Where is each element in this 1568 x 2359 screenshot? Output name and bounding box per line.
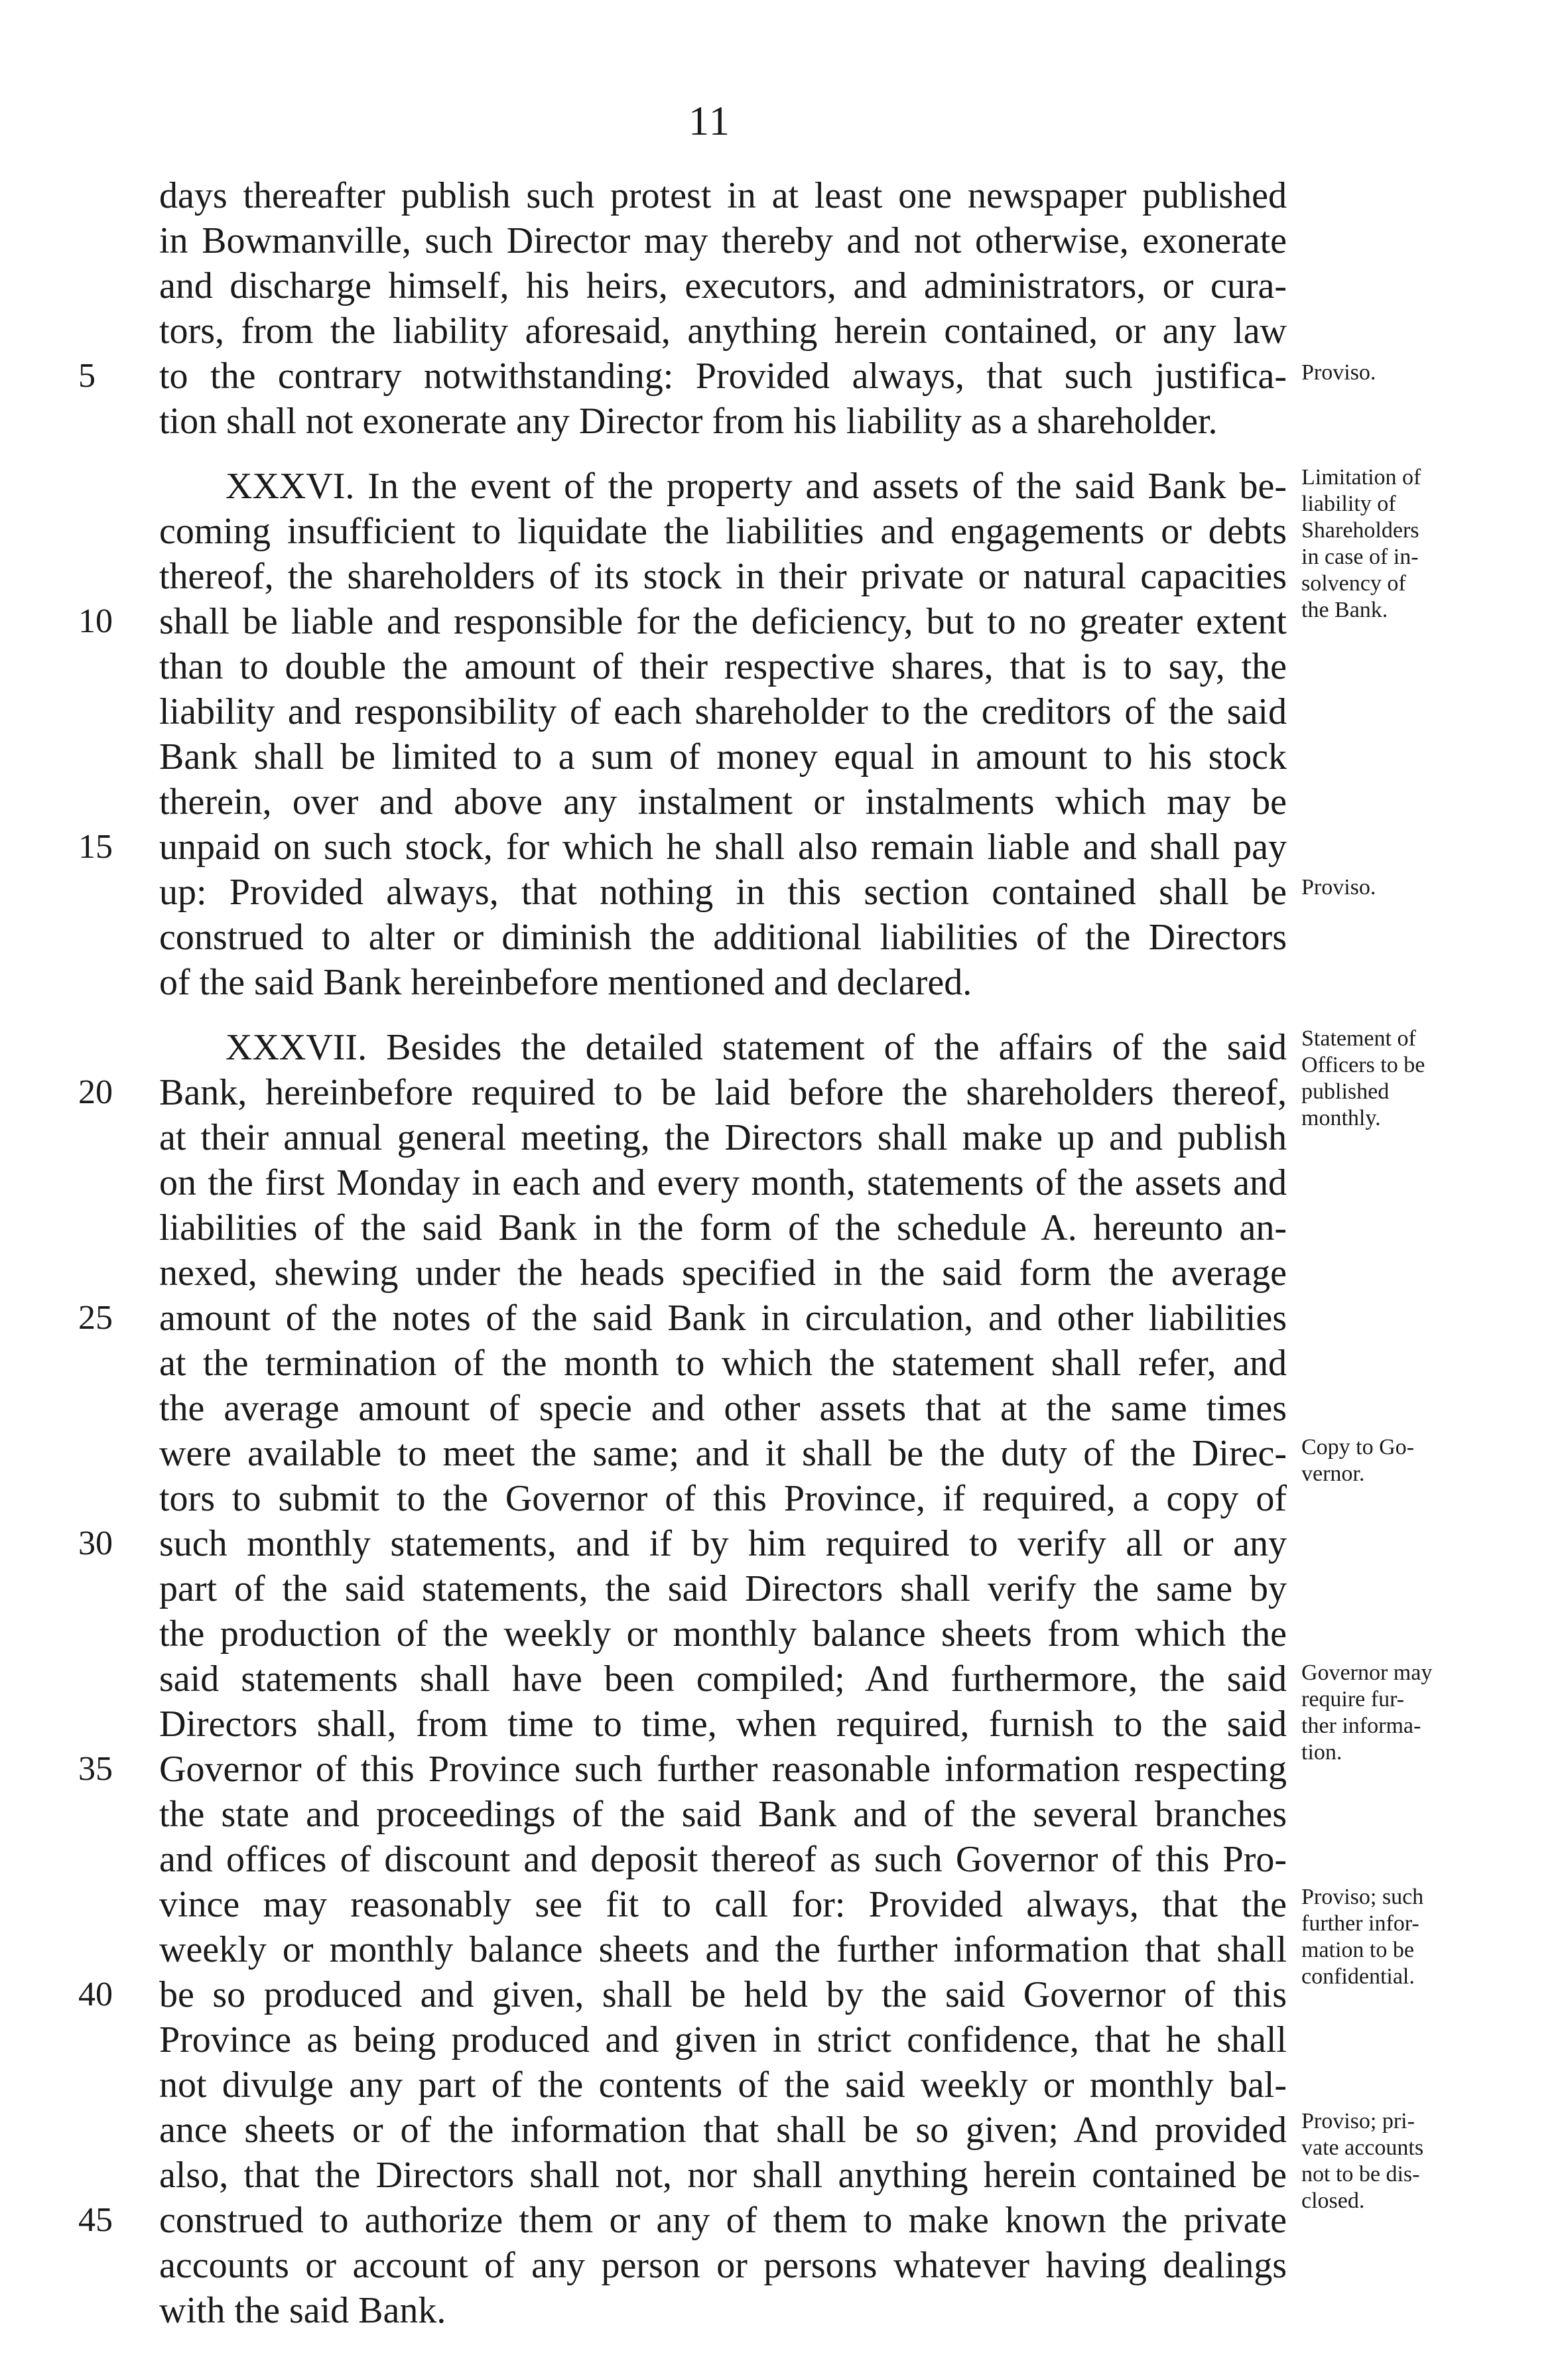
- text-line: therein, over and above any instalment or instalments which may be: [159, 781, 1287, 823]
- margin-note-line: Shareholders: [1301, 518, 1419, 543]
- text-line: tion shall not exonerate any Director from his liability as a shareholder.: [159, 401, 1218, 442]
- line-number: 15: [78, 828, 113, 866]
- line-number: 10: [78, 602, 113, 640]
- margin-note-line: confidential.: [1301, 1964, 1415, 1989]
- text-line: unpaid on such stock, for which he shall also remain liable and shall pay: [159, 827, 1287, 868]
- text-line: said statements shall have been compiled; And furthermore, the said: [159, 1658, 1287, 1700]
- text-line: vince may reasonably see fit to call for: Provided always, that the: [159, 1884, 1287, 1925]
- text-line: Bank shall be limited to a sum of money equal in amount to his stock: [159, 736, 1287, 777]
- text-line: thereof, the shareholders of its stock in their private or natural capacities: [159, 556, 1287, 597]
- text-line: shall be liable and responsible for the deficiency, but to no greater extent: [159, 601, 1287, 642]
- margin-note-line: Proviso.: [1301, 875, 1376, 900]
- text-line: amount of the notes of the said Bank in circulation, and other liabilities: [159, 1298, 1287, 1339]
- page-number: 11: [688, 99, 731, 144]
- text-line: and offices of discount and deposit thereof as such Governor of this Pro-: [159, 1839, 1287, 1880]
- line-number: 20: [78, 1073, 113, 1111]
- text-line: up: Provided always, that nothing in this section contained shall be: [159, 872, 1287, 913]
- text-line: at their annual general meeting, the Directors shall make up and publish: [159, 1117, 1287, 1158]
- text-line: ance sheets or of the information that shall be so given; And provided: [159, 2110, 1287, 2151]
- margin-note-line: Proviso.: [1301, 360, 1376, 385]
- text-line: construed to authorize them or any of them to make known the private: [159, 2200, 1287, 2241]
- text-line: at the termination of the month to which the statement shall refer, and: [159, 1343, 1287, 1384]
- text-line: were available to meet the same; and it shall be the duty of the Direc-: [159, 1433, 1287, 1474]
- margin-note-line: solvency of: [1301, 571, 1406, 596]
- text-line: liabilities of the said Bank in the form of the schedule A. hereunto an-: [159, 1207, 1287, 1248]
- text-line: liability and responsibility of each shareholder to the creditors of the said: [159, 691, 1287, 732]
- text-line: than to double the amount of their respective shares, that is to say, the: [159, 646, 1287, 687]
- margin-note-line: in case of in-: [1301, 545, 1419, 569]
- text-line: in Bowmanville, such Director may thereby and not otherwise, exonerate: [159, 220, 1287, 261]
- text-line: with the said Bank.: [159, 2290, 446, 2331]
- text-line: and discharge himself, his heirs, executors, and administrators, or cura-: [159, 265, 1287, 306]
- text-line: such monthly statements, and if by him required to verify all or any: [159, 1523, 1287, 1564]
- margin-note-line: not to be dis-: [1301, 2162, 1420, 2187]
- margin-note-line: Copy to Go-: [1301, 1435, 1414, 1459]
- text-line: tors to submit to the Governor of this Province, if required, a copy of: [159, 1478, 1287, 1519]
- margin-note-line: published: [1301, 1079, 1390, 1104]
- margin-note-line: closed.: [1301, 2189, 1365, 2213]
- margin-note-line: ther informa-: [1301, 1714, 1421, 1738]
- margin-note-line: vernor.: [1301, 1461, 1365, 1486]
- margin-note-line: Limitation of: [1301, 465, 1421, 490]
- text-line: construed to alter or diminish the additional liabilities of the Directors: [159, 917, 1287, 958]
- text-line: on the first Monday in each and every month, statements of the assets and: [159, 1162, 1287, 1203]
- text-line: the state and proceedings of the said Bank and of the several branches: [159, 1794, 1287, 1835]
- margin-note: [1301, 1884, 1520, 1990]
- margin-note-line: Statement of: [1301, 1026, 1416, 1051]
- margin-note-line: require fur-: [1301, 1687, 1405, 1712]
- margin-note-line: Proviso; such: [1301, 1885, 1424, 1909]
- margin-note-line: further infor-: [1301, 1911, 1419, 1936]
- text-line: nexed, shewing under the heads specified in the said form the average: [159, 1252, 1287, 1294]
- text-line: XXXVII. Besides the detailed statement of the affairs of the said: [226, 1027, 1287, 1068]
- margin-note-line: mation to be: [1301, 1938, 1414, 1962]
- text-line: be so produced and given, shall be held by the said Governor of this: [159, 1974, 1287, 2015]
- text-line: accounts or account of any person or persons whatever having dealings: [159, 2245, 1287, 2286]
- line-number: 40: [78, 1976, 113, 2013]
- text-line: not divulge any part of the contents of the said weekly or monthly bal-: [159, 2064, 1287, 2106]
- text-line: the average amount of specie and other assets that at the same times: [159, 1388, 1287, 1429]
- text-line: of the said Bank hereinbefore mentioned and declared.: [159, 962, 972, 1003]
- text-line: Governor of this Province such further reasonable information respecting: [159, 1749, 1287, 1790]
- margin-note: [1301, 360, 1520, 386]
- text-line: part of the said statements, the said Directors shall verify the same by: [159, 1568, 1287, 1609]
- text-line: coming insufficient to liquidate the liabilities and engagements or debts: [159, 511, 1287, 552]
- margin-note-line: monthly.: [1301, 1106, 1381, 1130]
- text-line: Directors shall, from time to time, when required, furnish to the said: [159, 1704, 1287, 1745]
- line-number: 5: [78, 357, 96, 395]
- margin-note-line: Governor may: [1301, 1660, 1433, 1685]
- line-number: 45: [78, 2201, 113, 2239]
- margin-note: [1301, 874, 1520, 901]
- margin-note: [1301, 1434, 1520, 1487]
- line-number: 25: [78, 1299, 113, 1337]
- text-line: Bank, hereinbefore required to be laid before the shareholders thereof,: [159, 1072, 1287, 1113]
- margin-note: [1301, 1026, 1520, 1132]
- margin-note-line: tion.: [1301, 1740, 1342, 1765]
- text-line: to the contrary notwithstanding: Provided always, that such justifica-: [159, 356, 1287, 397]
- line-number: 35: [78, 1750, 113, 1788]
- margin-note-line: the Bank.: [1301, 598, 1388, 622]
- text-line: weekly or monthly balance sheets and the further information that shall: [159, 1929, 1287, 1970]
- text-line: also, that the Directors shall not, nor shall anything herein contained be: [159, 2155, 1287, 2196]
- margin-note: [1301, 1660, 1520, 1766]
- margin-note-line: vate accounts: [1301, 2135, 1424, 2160]
- margin-note-line: Officers to be: [1301, 1053, 1425, 1077]
- text-line: the production of the weekly or monthly balance sheets from which the: [159, 1613, 1287, 1654]
- margin-note: [1301, 464, 1520, 624]
- text-line: Province as being produced and given in strict confidence, that he shall: [159, 2019, 1287, 2060]
- text-line: XXXVI. In the event of the property and assets of the said Bank be-: [226, 466, 1287, 507]
- text-line: tors, from the liability aforesaid, anything herein contained, or any law: [159, 310, 1287, 352]
- line-number: 30: [78, 1524, 113, 1562]
- margin-note-line: liability of: [1301, 492, 1396, 516]
- text-line: days thereafter publish such protest in at least one newspaper published: [159, 175, 1287, 216]
- margin-note-line: Proviso; pri-: [1301, 2109, 1415, 2133]
- margin-note: [1301, 2108, 1520, 2214]
